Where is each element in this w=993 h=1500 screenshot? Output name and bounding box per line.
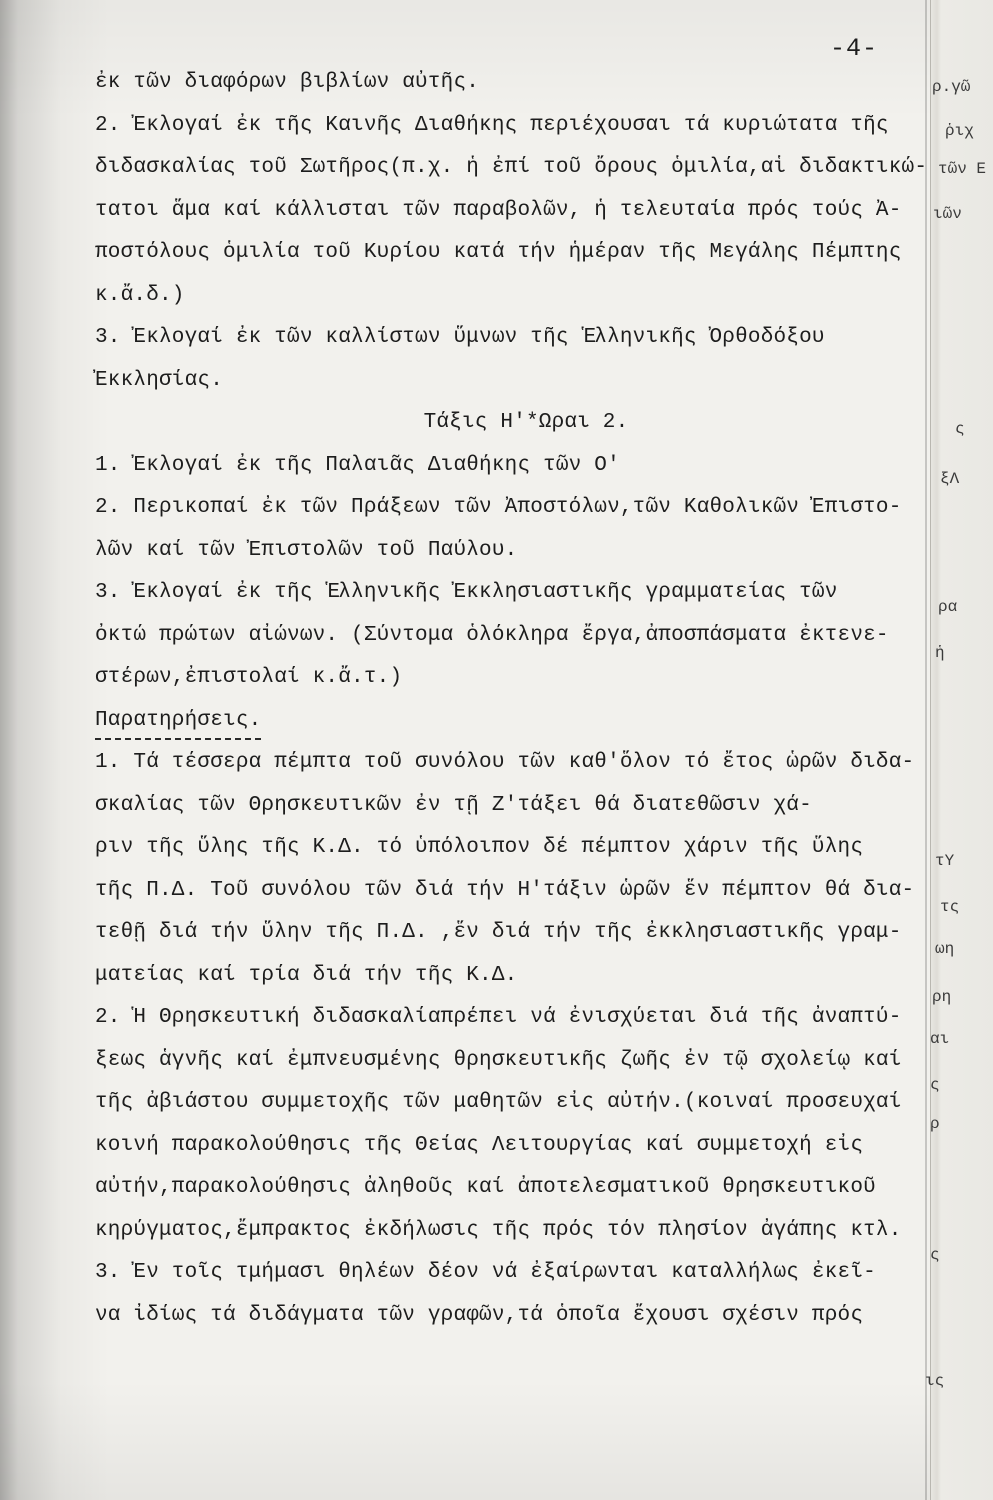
text-line: ξεως ἁγνῆς καί ἐμπνευσμένης θρησκευτικῆς ζωῆς ἐν τῷ σχολείῳ καί <box>95 1048 902 1072</box>
text-line: στέρων,ἐπιστολαί κ.ἄ.τ.) <box>95 666 403 689</box>
text-line: κοινή παρακολούθησις τῆς Θείας Λειτουργίας καί συμμετοχή εἰς <box>95 1133 864 1157</box>
margin-fragment: τῶν Ε <box>938 160 987 178</box>
margin-fragment: ιῶν <box>933 205 962 223</box>
text-line: ματείας καί τρία διά τήν τῆς Κ.Δ. <box>95 963 518 987</box>
text-line: διδασκαλίας τοῦ Σωτῆρος(π.χ. ἡ ἐπί τοῦ ὄρους ὁμιλία,αἱ διδακτικώ- <box>95 156 928 179</box>
text-line: τῆς ἀβιάστου συμμετοχῆς τῶν μαθητῶν εἰς αὐτήν.(κοιναί προσευχαί <box>95 1091 902 1114</box>
adjacent-page-edge <box>930 0 993 1500</box>
margin-fragment: ωη <box>935 940 955 958</box>
text-line: ὀκτώ πρώτων αἰώνων. (Σύντομα ὁλόκληρα ἔργα,ἀποσπάσματα ἐκτενε- <box>95 623 889 647</box>
margin-fragment: τΥ <box>935 852 955 870</box>
margin-fragment: ξΛ <box>940 470 960 488</box>
text-line: τῆς Π.Δ. Τοῦ συνόλου τῶν διά τήν Η'τάξιν ὡρῶν ἕν πέμπτον θά δια- <box>95 878 915 902</box>
text-line: 1. Ἐκλογαί ἐκ τῆς Παλαιᾶς Διαθήκης τῶν Ο' <box>95 453 620 477</box>
text-line: ἐκ τῶν διαφόρων βιβλίων αὐτῆς. <box>95 71 480 94</box>
text-line: τατοι ἅμα καί κάλλισται τῶν παραβολῶν, ἡ τελευταία πρός τούς Ἀ- <box>95 198 902 222</box>
remarks-heading-line <box>95 700 917 743</box>
text-line: 3. Ἐκλογαί ἐκ τῆς Ἑλληνικῆς Ἐκκλησιαστικῆς γραμματείας τῶν <box>95 581 838 604</box>
text-line: σκαλίας τῶν Θρησκευτικῶν ἐν τῇ Ζ'τάξει θά διατεθῶσιν χά- <box>95 793 812 817</box>
text-line: κ.ἄ.δ.) <box>95 283 185 307</box>
margin-fragment: τς <box>940 898 960 916</box>
margin-fragment: ς <box>930 1246 940 1264</box>
text-line: να ἰδίως τά διδάγματα τῶν γραφῶν,τά ὁποῖα ἔχουσι σχέσιν πρός <box>95 1303 864 1327</box>
margin-fragment: ἡ <box>935 644 945 662</box>
text-line: τεθῇ διά τήν ὕλην τῆς Π.Δ. ,ἕν διά τήν τῆς ἐκκλησιαστικῆς γραμ- <box>95 921 902 944</box>
text-line: ποστόλους ὁμιλία τοῦ Κυρίου κατά τήν ἡμέραν τῆς Μεγάλης Πέμπτης <box>95 241 902 264</box>
margin-fragment: ρ.γῶ <box>932 78 971 96</box>
text-line: 2. Ἐκλογαί ἐκ τῆς Καινῆς Διαθήκης περιέχουσαι τά κυριώτατα τῆς <box>95 113 889 137</box>
margin-fragment: ῥιχ <box>945 122 974 140</box>
remarks-heading: Παρατηρήσεις. <box>95 700 261 743</box>
margin-fragment: ρ <box>930 1115 940 1133</box>
text-line: 1. Τά τέσσερα πέμπτα τοῦ συνόλου τῶν καθ'ὅλον τό ἔτος ὡρῶν διδα- <box>95 751 915 774</box>
margin-fragment: ς <box>955 420 965 438</box>
text-line: κηρύγματος,ἔμπρακτος ἐκδήλωσις τῆς πρός τόν πλησίον ἀγάπης κτλ. <box>95 1218 902 1242</box>
text-line: 2. Περικοπαί ἐκ τῶν Πράξεων τῶν Ἀποστόλων,τῶν Καθολικῶν Ἐπιστο- <box>95 496 902 519</box>
text-line: αὐτήν,παρακολούθησις ἀληθοῦς καί ἀποτελεσματικοῦ θρησκευτικοῦ <box>95 1176 876 1199</box>
text-line: 3. Ἐκλογαί ἐκ τῶν καλλίστων ὕμνων τῆς Ἑλληνικῆς Ὀρθοδόξου <box>95 326 825 349</box>
text-line: Ἐκκλησίας. <box>95 368 224 392</box>
margin-fragment: ις <box>925 1372 945 1390</box>
margin-fragment: αι <box>930 1030 950 1048</box>
page-fold-shadow <box>925 0 927 1500</box>
margin-fragment: ς <box>930 1076 940 1094</box>
margin-fragment: ρα <box>938 598 958 616</box>
text-line: λῶν καί τῶν Ἐπιστολῶν τοῦ Παύλου. <box>95 538 518 562</box>
page-number: -4- <box>830 34 879 63</box>
typed-text-body <box>95 62 928 1337</box>
text-line: 3. Ἐν τοῖς τμήμασι θηλέων δέον νά ἐξαίρωνται καταλλήλως ἐκεῖ- <box>95 1261 876 1284</box>
margin-fragment: ρη <box>932 988 952 1006</box>
section-heading: Τάξις Η'*Ωραι 2. <box>423 411 629 434</box>
text-line: 2. Ἡ Θρησκευτική διδασκαλίαπρέπει νά ἐνισχύεται διά τῆς ἀναπτύ- <box>95 1006 902 1029</box>
text-line: ριν τῆς ὕλης τῆς Κ.Δ. τό ὑπόλοιπον δέ πέμπτον χάριν τῆς ὕλης <box>95 836 864 859</box>
